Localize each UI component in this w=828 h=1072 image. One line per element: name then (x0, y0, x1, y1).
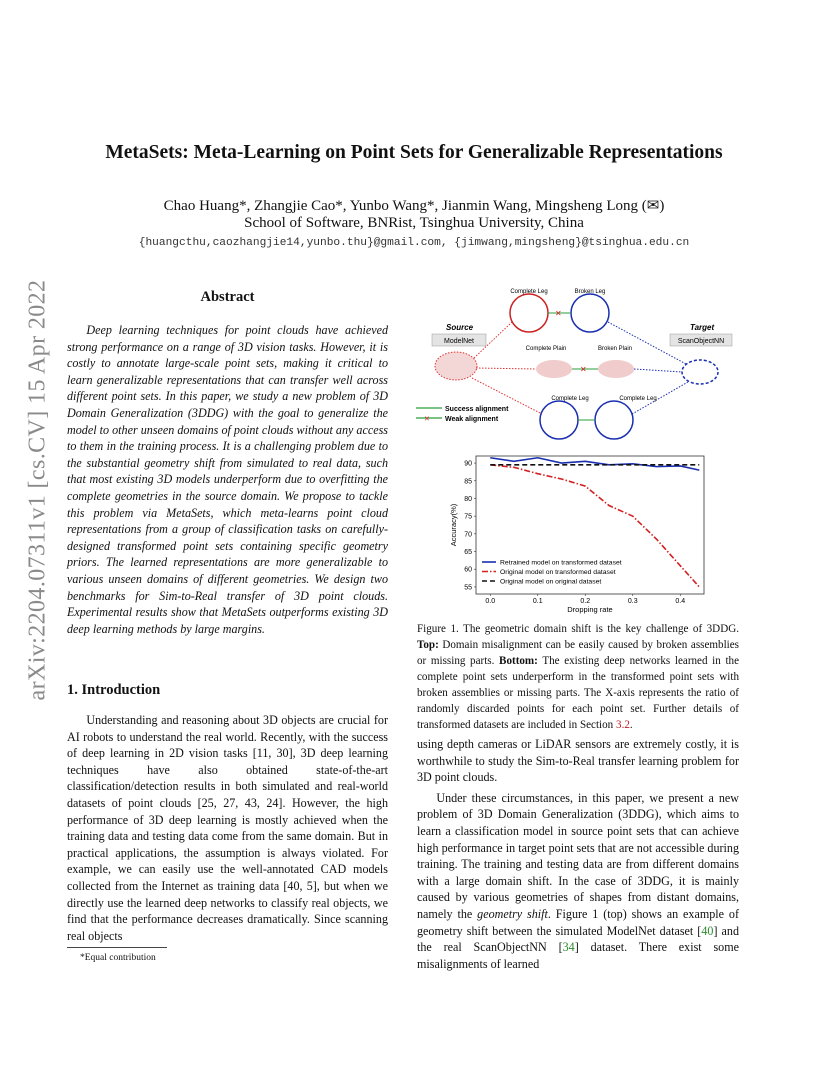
complete-leg-circle-target (595, 401, 633, 439)
affiliation: School of Software, BNRist, Tsinghua University, China (244, 215, 584, 231)
footnote: *Equal contribution (80, 953, 156, 963)
figure-caption (417, 621, 739, 733)
x-tick-label: 0.2 (580, 598, 591, 605)
abstract-heading: Abstract (200, 289, 255, 305)
legend-success-label: Success alignment (445, 406, 509, 413)
caption-top-label: Top: (417, 639, 439, 651)
x-tick-label: 0.0 (485, 598, 496, 605)
caption-end: . (629, 719, 633, 731)
legend-label-1: Retrained model on transformed dataset (500, 559, 622, 567)
target-label: Target (690, 323, 715, 332)
x-tick-label: 0.1 (532, 598, 543, 605)
source-chair-point-cloud (435, 352, 477, 380)
paper-title: MetaSets: Meta-Learning on Point Sets for Generalizable Representations (105, 142, 723, 163)
y-tick-label: 75 (464, 513, 472, 521)
y-tick-label: 80 (464, 495, 472, 503)
figure-link[interactable]: 1 (592, 906, 599, 921)
y-tick-label: 55 (464, 584, 472, 592)
source-dataset-name: ModelNet (444, 338, 474, 345)
series-line-1 (490, 458, 699, 470)
y-tick-label: 90 (464, 460, 472, 468)
label-complete-leg-2: Complete Leg (551, 396, 589, 402)
y-axis-label: Accuracy(%) (449, 503, 458, 547)
broken-leg-circle (571, 294, 609, 332)
complete-plain-blob (536, 360, 572, 378)
right-paragraph-2: Under these circumstances, in this paper, we present a new problem of 3D Domain Generalization (3DDG), which aims to learn a classification model in source point sets that can achieve high performance in target point sets that are not accessible during training. The training and testing data are from different domains with a large domain shift. In the case of 3DDG, it is mainly caused by various geometries of shapes from distant domains, namely the geometry shift. Figure 1 (top) shows an example of geometry shift between the simulated ModelNet dataset [40] and the real ScanObjectNN [34] dataset. There exist some misalignments of learned (417, 790, 739, 971)
citation-link[interactable]: 40 (701, 923, 714, 938)
y-tick-label: 65 (464, 549, 472, 557)
section-heading-introduction: 1. Introduction (67, 682, 161, 698)
y-tick-label: 70 (464, 531, 472, 539)
x-tick-label: 0.4 (675, 598, 686, 605)
caption-bottom-text: The existing deep networks learned in the complete point sets underperform in the transformed point sets with broken assemblies or missing parts. The X-axis represents the ratio of randomly discarded points for each point set. Further details of transformed datasets are included in Section (417, 655, 740, 731)
section-link[interactable]: 3.2 (616, 719, 630, 731)
label-complete-leg: Complete Leg (510, 289, 548, 295)
legend-label-3: Original model on original dataset (500, 578, 602, 586)
target-chair-point-cloud (682, 360, 718, 384)
svg-text:✕: ✕ (424, 416, 430, 423)
complete-leg-circle (510, 294, 548, 332)
svg-text:✕: ✕ (555, 309, 562, 318)
geometry-shift-term: geometry shift (477, 906, 548, 921)
caption-lead: Figure 1. The geometric domain shift is the key challenge of 3DDG. (417, 623, 739, 635)
domain-shift-diagram (412, 284, 744, 444)
legend-weak-label: Weak alignment (445, 416, 499, 423)
target-dataset-name: ScanObjectNN (677, 338, 725, 345)
label-complete-plain: Complete Plain (525, 346, 567, 352)
label-broken-plain: Broken Plain (597, 346, 633, 352)
footnote-rule (67, 947, 167, 948)
right-column-text (417, 736, 739, 972)
citation-link[interactable]: 34 (562, 940, 575, 955)
x-tick-label: 0.3 (627, 598, 638, 605)
accuracy-chart (442, 452, 712, 616)
y-tick-label: 85 (464, 478, 472, 486)
right-paragraph-1: using depth cameras or LiDAR sensors are extremely costly, it is worthwhile to study the Sim-to-Real transfer learning problem for 3D point clouds. (417, 737, 739, 785)
abstract-text: Deep learning techniques for point clouds have achieved strong performance on a range of 3D vision tasks. However, it is costly to annotate large-scale point sets, making it critical to learn generalizable representations that can transfer well across different point sets. In this paper, we study a new problem of 3D Domain Generalization (3DDG) with the goal to generalize the model to other unseen domains of point clouds without any access to them in the training process. It is a challenging problem due to the substantial geometry shift from simulated to real data, such that most existing 3D models underperform due to overfitting the complete geometries in the source domain. We propose to tackle this problem via MetaSets, which meta-learns point cloud representations from a group of classification tasks on carefully-designed transformed point sets containing specific geometry priors. The learned representations are more generalizable to various unseen domains of different geometries. We design two benchmarks for Sim-to-Real transfer of 3D point clouds. Experimental results show that MetaSets outperforms existing 3D deep learning methods by large margins. (67, 323, 388, 636)
arxiv-id: arXiv:2204.07311v1 [cs.CV] 15 Apr 2022 (24, 279, 51, 701)
arxiv-sidebar (18, 280, 58, 700)
label-broken-leg: Broken Leg (574, 289, 606, 295)
caption-bottom-label: Bottom: (499, 655, 538, 667)
source-label: Source (446, 323, 474, 332)
label-complete-leg-3: Complete Leg (619, 396, 657, 402)
complete-leg-circle-center (540, 401, 578, 439)
author-list: Chao Huang*, Zhangjie Cao*, Yunbo Wang*, Jianmin Wang, Mingsheng Long (✉) (163, 198, 665, 214)
legend-label-2: Original model on transformed dataset (500, 569, 616, 576)
broken-plain-blob (598, 360, 634, 378)
x-axis-label: Dropping rate (567, 605, 613, 614)
svg-text:✕: ✕ (580, 365, 587, 374)
caption-top-text: Domain misalignment can be easily caused by broken assemblies or missing parts. (417, 639, 739, 667)
email-list: {huangcthu,caozhangjie14,yunbo.thu}@gmail.com, {jimwang,mingsheng}@tsinghua.edu.cn (138, 237, 690, 249)
y-tick-label: 60 (464, 566, 472, 574)
intro-paragraph: Understanding and reasoning about 3D objects are crucial for AI robots to understand the real world. Recently, with the success of deep learning in 2D vision tasks [11, 30], 3D deep learning techniques have also obtained state-of-the-art classification/detection results in both simulated and real-world datasets of point clouds [25, 27, 43, 24]. However, the high performance of 3D deep learning is mostly achieved when the training data and testing data come from the same domain. But in practical applications, the assumption is always violated. For example, we can easily use the well-annotated CAD models collected from the Internet as training data [40, 5], but when we directly use the learned deep networks to classify real objects, we find that the performance decreases dramatically. Since scanning real objects (67, 713, 388, 943)
